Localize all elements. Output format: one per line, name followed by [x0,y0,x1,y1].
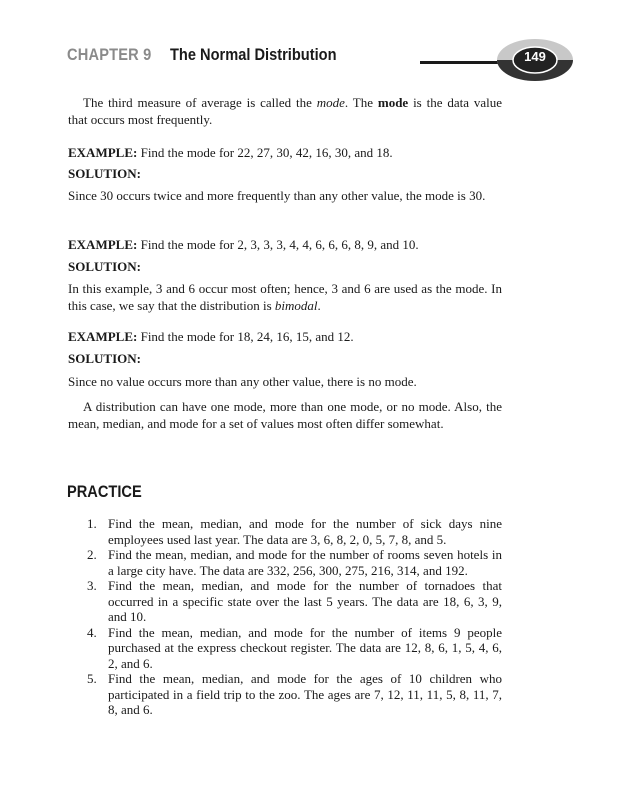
example-question-text: Find the mode for 18, 24, 16, 15, and 12. [140,329,354,344]
practice-heading: PRACTICE [67,482,142,501]
practice-list [68,516,502,718]
solution-text: Since 30 occurs twice and more frequently than any other value, the mode is 30. [68,188,486,203]
chapter-label: CHAPTER 9 [67,45,152,64]
example-2-solution [68,280,502,314]
intro-mode-italic: mode [316,95,345,110]
example-3-solution-label: SOLUTION: [68,351,141,366]
practice-item [68,578,502,625]
solution-text: Since no value occurs more than any other value, there is no mode. [68,374,417,389]
example-2-solution-label: SOLUTION: [68,259,141,274]
example-3-question [68,328,502,345]
practice-item-text: Find the mean, median, and mode for the ages of 10 children who participated in a field trip to the zoo. The ages are 7, 12, 11, 11, 5, 8, 11, 7, 8, and 6. [108,671,502,717]
intro-paragraph [68,94,502,128]
practice-item-text: Find the mean, median, and mode for the number of items 9 people purchased at the express checkout register. The data are 12, 8, 6, 1, 5, 4, 6, 2, and 6. [108,624,502,671]
example-2-question [68,236,502,253]
practice-item-number: 4. [87,624,97,640]
intro-text-2: . The [344,95,378,110]
chapter-title: The Normal Distribution [170,45,337,64]
page-number: 149 [524,49,546,64]
example-3-solution [68,373,502,390]
closing-paragraph: A distribution can have one mode, more than one mode, or no mode. Also, the mean, median, and mode for a set of values most often differ somewhat. [68,399,502,431]
solution-text: In this example, 3 and 6 occur most often; hence, 3 and 6 are used as the mode. In this case, we say that the distribution is [68,281,502,313]
practice-item [68,671,502,718]
practice-item-number: 5. [87,671,97,686]
practice-item-number: 3. [87,578,97,593]
page-header [0,0,635,90]
intro-text-3: is the data value that occurs most frequently. [68,95,502,127]
example-label: EXAMPLE: [68,237,138,252]
example-1-question [68,144,502,161]
example-question-text: Find the mode for 22, 27, 30, 42, 16, 30, and 18. [140,145,393,160]
practice-item-text: Find the mean, median, and mode for the number of rooms seven hotels in a large city have. The data are 332, 256, 300, 275, 216, 314, and 192. [108,547,502,578]
practice-item-number: 2. [87,547,97,562]
example-question-text: Find the mode for 2, 3, 3, 3, 4, 4, 6, 6, 6, 8, 9, and 10. [140,237,419,252]
example-label: EXAMPLE: [68,329,138,344]
practice-item-text: Find the mean, median, and mode for the number of sick days nine employees used last year. The data are 3, 6, 8, 2, 0, 5, 7, 8, and 5. [108,516,502,547]
practice-item [68,547,502,578]
example-1-solution-label: SOLUTION: [68,166,141,181]
solution-tail: . [317,298,321,313]
practice-item-text: Find the mean, median, and mode for the number of tornadoes that occurred in a specific state over the last 5 years. The data are 18, 6, 3, 9, and 10. [108,578,502,624]
example-label: EXAMPLE: [68,145,138,160]
intro-text-1: The third measure of average is called the [83,95,317,110]
intro-mode-bold: mode [377,95,409,110]
solution-italic-term: bimodal [274,298,318,313]
practice-item [68,625,502,672]
example-1-solution [68,187,502,204]
practice-item-number: 1. [87,516,97,531]
practice-item [68,516,502,547]
